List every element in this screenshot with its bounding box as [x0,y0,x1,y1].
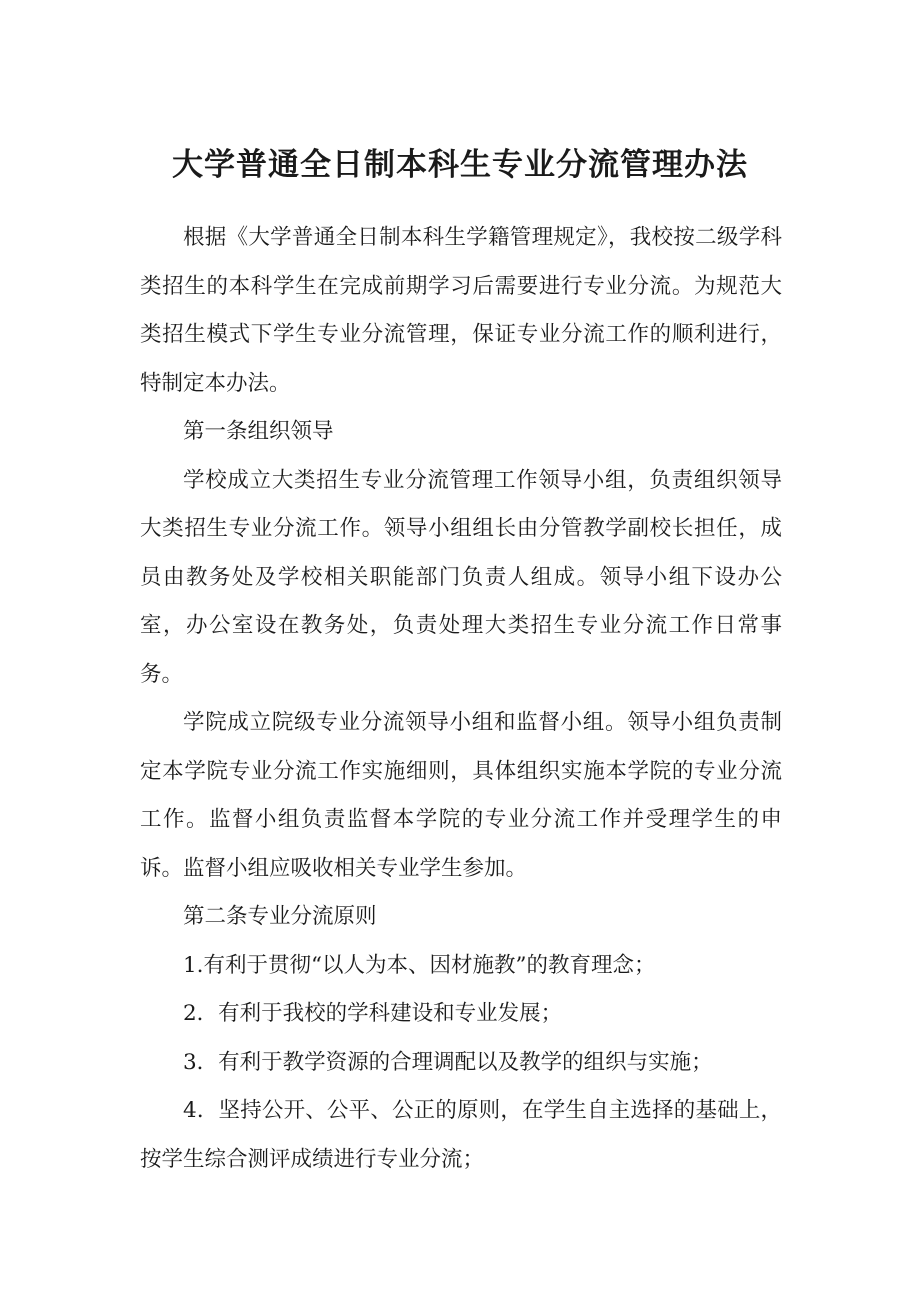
principle-item-3: 3．有利于教学资源的合理调配以及教学的组织与实施； [183,1049,713,1075]
principle-item-4: 4．坚持公开、公平、公正的原则，在学生自主选择的基础上，按学生综合测评成绩进行专业分流； [140,1098,782,1172]
article-heading-2: 第二条专业分流原则 [183,904,377,929]
principle-item-1: 1.有利于贯彻“以人为本、因材施教”的教育理念； [183,952,656,978]
paragraph-preamble: 根据《大学普通全日制本科生学籍管理规定》，我校按二级学科类招生的本科学生在完成前期学习后需要进行专业分流。为规范大类招生模式下学生专业分流管理，保证专业分流工作的顺利进行，特制定本办法。 [140,225,782,396]
paragraph-college-leadership: 学院成立院级专业分流领导小组和监督小组。领导小组负责制定本学院专业分流工作实施细则，具体组织实施本学院的专业分流工作。监督小组负责监督本学院的专业分流工作并受理学生的申诉。监督小组应吸收相关专业学生参加。 [140,710,782,881]
article-heading-1: 第一条组织领导 [183,419,334,444]
document-body [140,214,782,1184]
document-title: 大学普通全日制本科生专业分流管理办法 [172,147,748,183]
paragraph-school-leadership: 学校成立大类招生专业分流管理工作领导小组，负责组织领导大类招生专业分流工作。领导小组组长由分管教学副校长担任，成员由教务处及学校相关职能部门负责人组成。领导小组下设办公室，办公室设在教务处，负责处理大类招生专业分流工作日常事务。 [140,467,782,687]
principle-item-2: 2．有利于我校的学科建设和专业发展； [183,1001,563,1026]
